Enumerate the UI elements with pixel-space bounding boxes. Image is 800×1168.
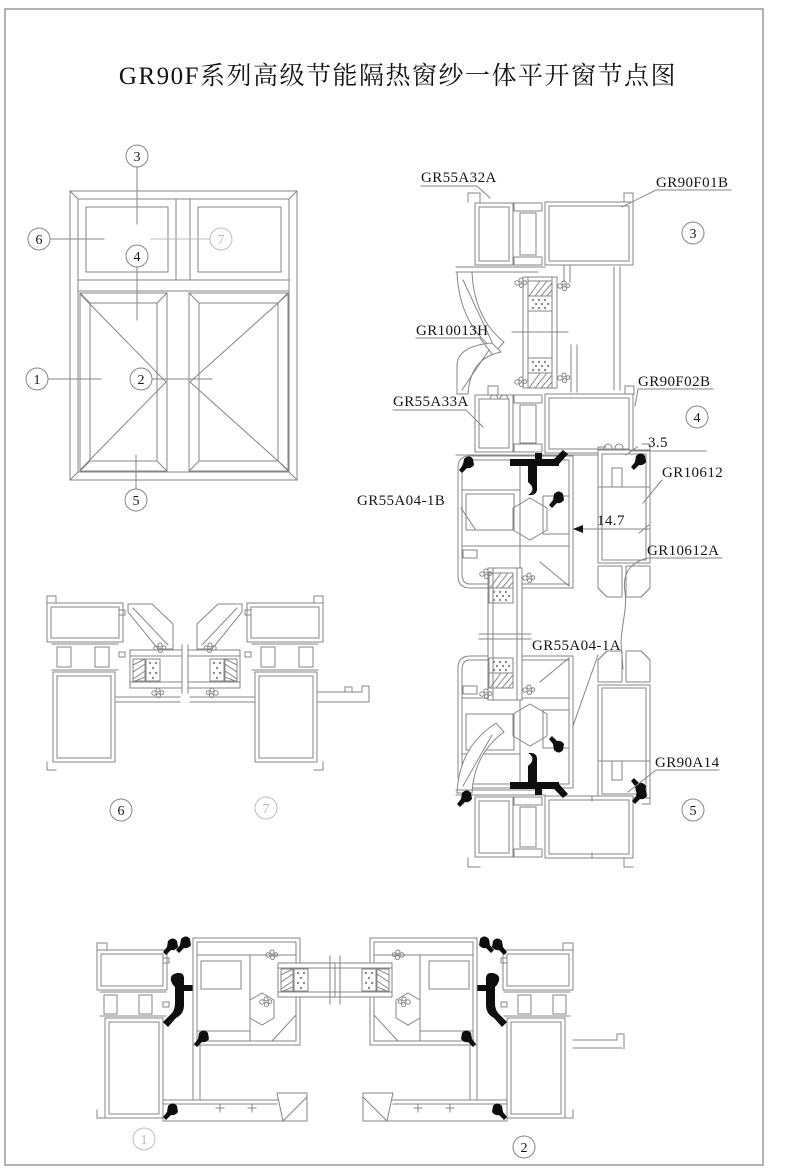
label-gr55a33a: GR55A33A (393, 394, 469, 410)
svg-text:4: 4 (693, 411, 701, 426)
label-gr55a04-1a: GR55A04-1A (532, 638, 621, 654)
label-gr55a32a: GR55A32A (421, 170, 497, 186)
label-gr10013h: GR10013H (416, 323, 489, 339)
glass-unit-top (512, 277, 570, 388)
svg-text:3: 3 (689, 227, 697, 242)
casement-section (97, 937, 624, 1159)
label-gr90f02b: GR90F02B (638, 374, 711, 390)
label-gr10612a: GR10612A (647, 543, 720, 559)
svg-text:5: 5 (689, 804, 697, 819)
elevation-diagram (26, 145, 297, 511)
section-callout-3 (682, 222, 704, 244)
elevation-right-sash (189, 293, 288, 471)
label-gr55a04-1b: GR55A04-1B (357, 493, 446, 509)
casement-half-profile (97, 937, 335, 1122)
mullion-wing-profile (318, 686, 369, 702)
svg-text:3.5: 3.5 (648, 435, 668, 451)
page-title: GR90F系列高级节能隔热窗纱一体平开窗节点图 (118, 63, 678, 90)
vertical-section-stack (357, 170, 731, 867)
elevation-callout-5 (125, 489, 147, 511)
svg-text:7: 7 (262, 802, 270, 817)
casement-wing-profile (573, 1034, 624, 1049)
svg-text:3: 3 (133, 150, 141, 165)
section-callout-5 (682, 799, 704, 821)
svg-text:2: 2 (137, 373, 145, 388)
elevation-callout-4 (126, 245, 148, 267)
svg-text:4: 4 (133, 250, 141, 265)
elevation-callout-2 (130, 368, 152, 390)
svg-text:1: 1 (140, 1133, 148, 1148)
svg-text:6: 6 (35, 233, 43, 248)
label-gr90a14: GR90A14 (655, 755, 720, 771)
elevation-callout-3 (126, 145, 148, 167)
section-callout-4 (686, 406, 708, 428)
section-callout-2 (513, 1136, 535, 1158)
elevation-left-sash (80, 293, 167, 471)
section-callout-1 (133, 1128, 155, 1150)
mullion-section (47, 596, 369, 821)
mullion-half-profile (47, 596, 182, 770)
svg-text:7: 7 (217, 233, 225, 248)
section-callout-7 (255, 797, 277, 819)
label-gr10612: GR10612 (662, 465, 724, 481)
section-callout-6 (110, 799, 132, 821)
svg-text:14.7: 14.7 (597, 513, 625, 529)
svg-text:2: 2 (520, 1141, 528, 1156)
svg-text:6: 6 (117, 804, 125, 819)
svg-text:5: 5 (132, 494, 140, 509)
svg-text:1: 1 (33, 373, 41, 388)
label-gr90f01b: GR90F01B (656, 175, 729, 191)
elevation-callout-7 (210, 228, 232, 250)
elevation-callout-6 (28, 228, 50, 250)
elevation-callout-1 (26, 368, 48, 390)
